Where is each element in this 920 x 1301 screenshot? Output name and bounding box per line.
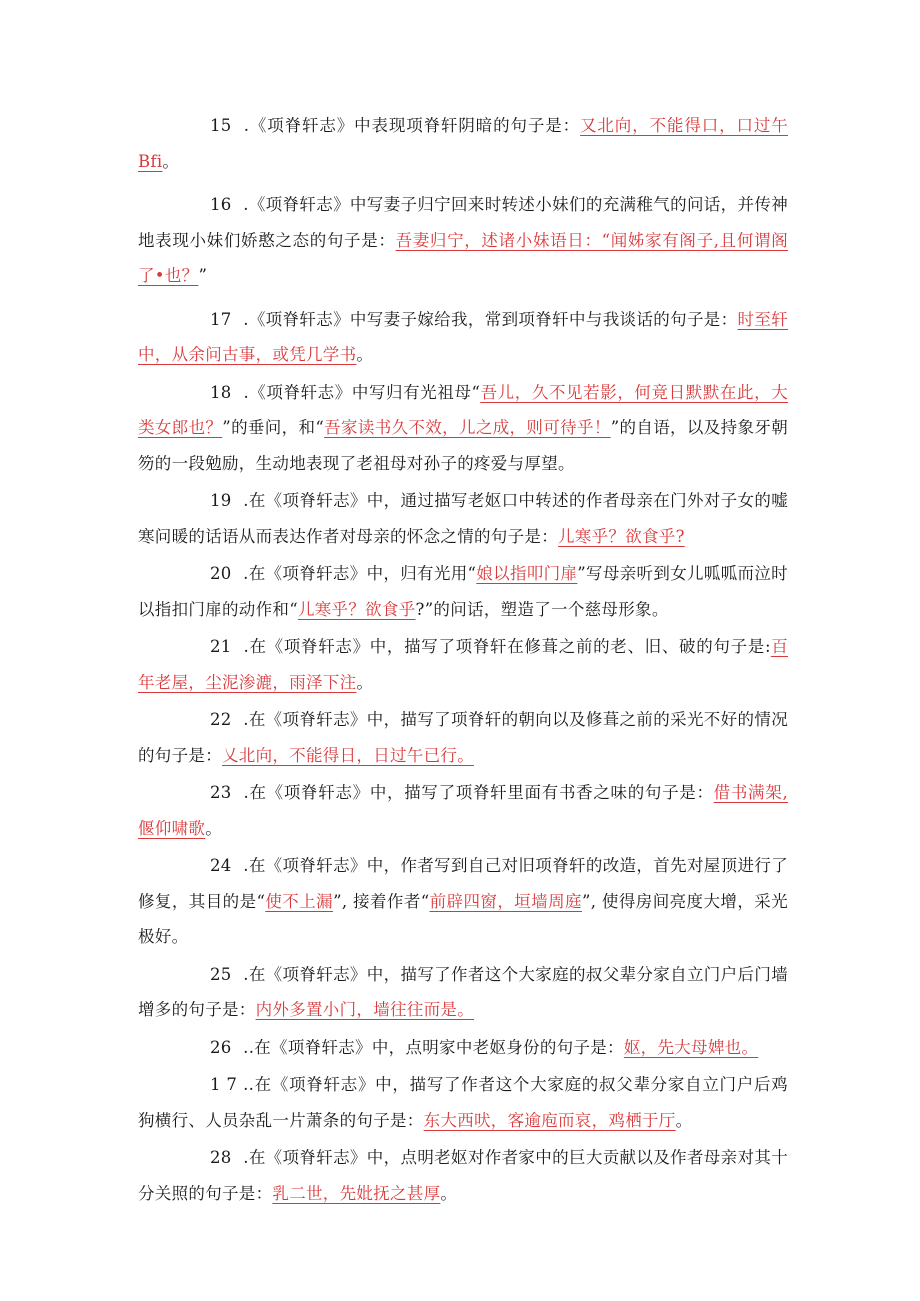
answer-text: 又北向，不能得口，口过午Bfi: [138, 116, 789, 171]
answer-text: 娘以指叩门扉: [476, 564, 578, 583]
question-separator: .: [237, 309, 249, 329]
answer-text-2: 前辟四窗，垣墙周庭: [429, 891, 582, 911]
question-mid-text: ”的垂问，和“: [222, 418, 325, 437]
question-separator: .: [237, 856, 249, 875]
question-18: [138, 375, 788, 482]
question-text: 在《项脊轩志》中，描写了项脊轩在修葺之前的老、旧、破的句子是:: [249, 637, 771, 656]
question-19: [138, 483, 788, 554]
question-text: 《项脊轩志》中表现项脊轩阴暗的句子是：: [249, 116, 581, 135]
question-number: 28: [210, 1148, 232, 1167]
document-page: [138, 108, 788, 1213]
question-number: 24: [210, 856, 232, 875]
answer-text: 乳二世，先妣抚之甚厚: [272, 1183, 441, 1203]
question-text: 在《项脊轩志》中，描写了项脊轩的朝向以及修葺之前的采光不好的情况的句子是：: [138, 710, 789, 765]
question-text: 在《项脊轩志》中，点明老妪对作者家中的巨大贡献以及作者母亲对其十分关照的句子是：: [138, 1148, 789, 1203]
question-separator: ..: [237, 1037, 255, 1057]
answer-text: 吾儿，久不见若影，何竟日默默在此，大类女郎也？: [138, 382, 788, 437]
question-22: [138, 702, 788, 773]
answer-text: 使不上漏: [265, 891, 334, 911]
question-number: 26: [210, 1037, 232, 1057]
answer-text: 妪，先大母婢也。: [623, 1037, 759, 1057]
question-separator: .: [237, 637, 250, 656]
question-number: 18: [210, 382, 232, 402]
question-21: [138, 629, 788, 700]
question-15: [138, 108, 788, 179]
question-tail: 。: [356, 345, 374, 364]
question-number: 21: [210, 637, 232, 656]
question-number: 25: [210, 964, 232, 984]
question-tail: 。: [162, 151, 180, 171]
question-separator: ..: [243, 1075, 255, 1094]
question-number: 23: [210, 783, 232, 802]
answer-text-2: 吾家读书久不效，儿之成，则可待乎！: [324, 418, 611, 437]
question-text: 《项脊轩志》中写妻子嫁给我，常到项脊轩中与我谈话的句子是：: [248, 309, 738, 329]
question-number: 19: [210, 491, 232, 510]
question-text: 在《项脊轩志》中，描写了作者这个大家庭的叔父辈分家自立门户后鸡狗横行、人员杂乱一片萧条的句子是：: [138, 1075, 788, 1130]
question-text: 在《项脊轩志》中，作者写到自己对旧项脊轩的改造，首先对屋顶进行了修复，其目的是“: [138, 856, 789, 911]
question-tail: ?”的问话，塑造了一个慈母形象。: [415, 599, 669, 619]
question-26: [138, 1030, 788, 1066]
question-17: [138, 302, 788, 373]
question-separator: .: [237, 783, 250, 802]
answer-text: 借书满架,偃仰啸歌: [138, 783, 788, 838]
question-tail: ”的自语，以及持象牙朝笏的一段勉励，生动地表现了老祖母对孙子的疼爱与厚望。: [138, 418, 788, 473]
question-tail: 。: [440, 1183, 458, 1203]
answer-text: 内外多置小门，墙往往而是。: [255, 1000, 475, 1019]
question-mid-text: ”写母亲听到女儿呱呱而泣时以指扣门扉的动作和“: [138, 564, 788, 619]
question-tail: 。: [675, 1110, 693, 1130]
question-text: 《项脊轩志》中写归有光祖母“: [249, 382, 481, 402]
question-separator: .: [237, 491, 249, 510]
question-separator: .: [237, 710, 249, 729]
question-number: 16: [210, 195, 232, 214]
question-text: 在《项脊轩志》中，通过描写老妪口中转述的作者母亲在门外对子女的嘘寒问暖的话语从而表达作者对母亲的怀念之情的句子是：: [138, 491, 789, 546]
question-mid-text: ”, 接着作者“: [333, 891, 430, 911]
answer-text-2: 儿寒乎？欲食乎: [297, 599, 416, 619]
question-text: 《项脊轩志》中写妻子归宁回来时转述小妹们的充满稚气的问话，并传神地表现小妹们娇憨之态的句子是：: [138, 195, 789, 250]
question-24: [138, 848, 788, 955]
question-tail: 。: [356, 672, 374, 692]
question-number: 1 7: [210, 1075, 238, 1094]
question-text: 在《项脊轩志》中，描写了项脊轩里面有书香之味的句子是：: [249, 783, 714, 802]
question-number: 17: [210, 309, 232, 329]
answer-text: 百年老屋，尘泥渗漉，雨泽下注: [138, 637, 788, 692]
question-27: [138, 1067, 788, 1138]
answer-text: 吾妻归宁，述诸小妹语日：“闻姊家有阁子,且何谓阁了•也？: [138, 230, 788, 285]
question-separator: .: [237, 382, 249, 402]
question-number: 20: [210, 564, 232, 583]
question-separator: .: [237, 116, 250, 135]
question-23: [138, 775, 788, 846]
question-separator: .: [237, 1148, 249, 1167]
question-28: [138, 1140, 788, 1211]
question-16: [138, 187, 788, 294]
answer-text: 儿寒乎？欲食乎?: [558, 526, 685, 546]
question-tail: ”, 使得房间亮度大增，采光极好。: [138, 891, 789, 946]
question-text: 在《项脊轩志》中，描写了作者这个大家庭的叔父辈分家自立门户后门墙增多的句子是：: [138, 964, 789, 1019]
question-separator: .: [237, 964, 249, 984]
answer-text: 时至轩中，从余问古事，或凭几学书: [138, 309, 789, 364]
question-25: [138, 957, 788, 1028]
question-separator: .: [237, 564, 249, 583]
answer-text: 东大西吠，客逾庖而哀，鸡栖于厅: [423, 1110, 676, 1130]
question-text: 在《项脊轩志》中，点明家中老妪身份的句子是：: [254, 1037, 624, 1057]
question-text: 在《项脊轩志》中，归有光用“: [248, 564, 477, 583]
answer-text: 乂北向，不能得日，日过午已行。: [222, 745, 474, 765]
question-tail: 。: [205, 818, 223, 838]
question-separator: .: [237, 195, 249, 214]
question-tail: ”: [198, 266, 208, 285]
question-number: 22: [210, 710, 232, 729]
question-20: [138, 556, 788, 627]
question-number: 15: [210, 116, 232, 135]
